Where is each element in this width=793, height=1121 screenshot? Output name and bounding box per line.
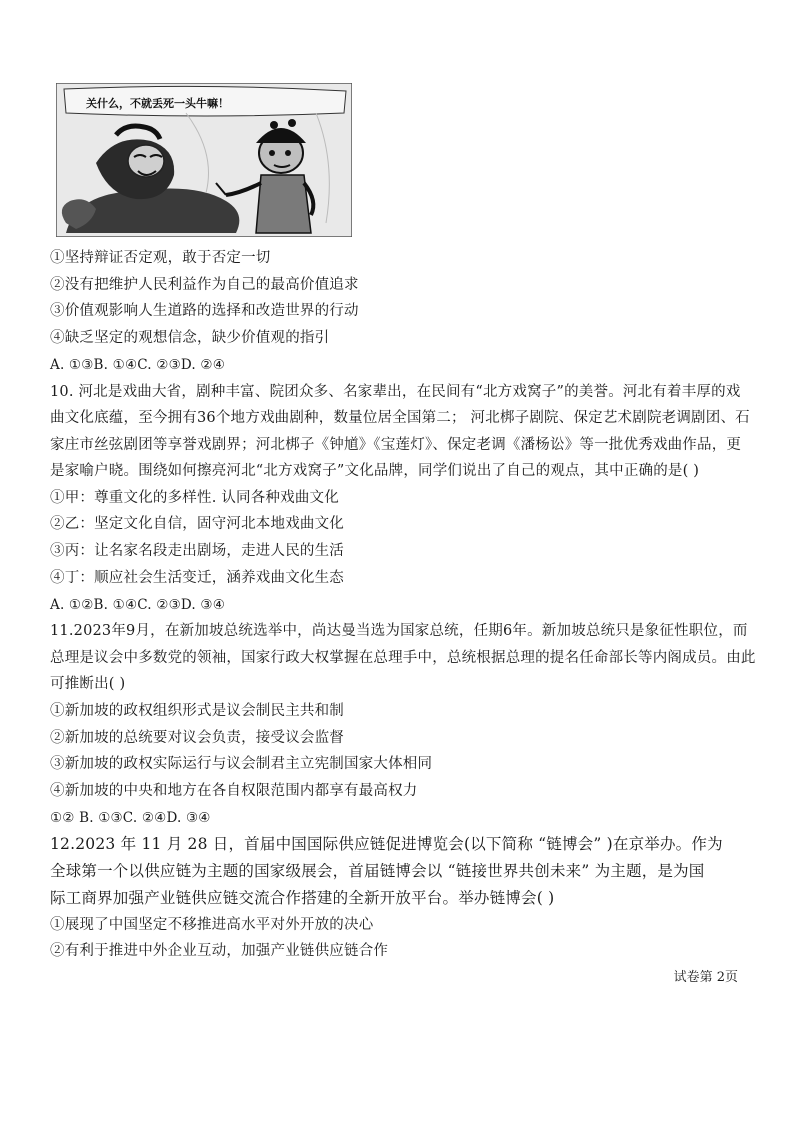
q10-stem-line-3: 家庄市丝弦剧团等享誉戏剧界；河北梆子《钟馗》《宝莲灯》、保定老调《潘杨讼》等一批优秀戏曲作品，更 [50, 437, 742, 453]
q10-stem-line-1: 10. 河北是戏曲大省，剧种丰富、院团众多、名家辈出，在民间有“北方戏窝子”的美誉。河北有着丰厚的戏 [50, 384, 741, 400]
q9-option-2: ②没有把维护人民利益作为自己的最高价值追求 [50, 277, 359, 293]
q12-stem-line-2: 全球第一个以供应链为主题的国家级展会，首届链博会以 “链接世界共创未来” 为主题，是为国 [50, 862, 705, 880]
q9-option-1: ①坚持辩证否定观，敢于否定一切 [50, 250, 271, 266]
q9-option-3: ③价值观影响人生道路的选择和改造世界的行动 [50, 303, 359, 319]
q10-answer-choices: A. ①②B. ①④C. ②③D. ③④ [50, 597, 226, 613]
q11-stem-line-1: 11.2023年9月，在新加坡总统选举中，尚达曼当选为国家总统，任期6年。新加坡总统只是象征性职位，而 [50, 623, 748, 639]
q10-option-4: ④丁：顺应社会生活变迁，涵养戏曲文化生态 [50, 570, 344, 586]
cartoon-image [56, 83, 352, 237]
q10-stem-line-4: 是家喻户晓。围绕如何擦亮河北“北方戏窝子”文化品牌，同学们说出了自己的观点，其中正确的是( ) [50, 463, 700, 479]
page-number-footer: 试卷第 2页 [673, 970, 738, 985]
q12-option-1: ①展现了中国坚定不移推进高水平对外开放的决心 [50, 917, 374, 933]
q11-option-3: ③新加坡的政权实际运行与议会制君主立宪制国家大体相同 [50, 756, 433, 772]
q11-stem-line-3: 可推断出( ) [50, 676, 126, 692]
q11-option-2: ②新加坡的总统要对议会负责，接受议会监督 [50, 730, 344, 746]
q10-option-1: ①甲：尊重文化的多样性. 认同各种戏曲文化 [50, 490, 339, 506]
q10-stem-line-2: 曲文化底蕴，至今拥有36个地方戏曲剧种，数量位居全国第二； 河北梆子剧院、保定艺术剧院老调剧团、石 [50, 410, 750, 426]
q9-option-4: ④缺乏坚定的观想信念，缺少价值观的指引 [50, 330, 330, 346]
q11-option-1: ①新加坡的政权组织形式是议会制民主共和制 [50, 703, 344, 719]
cartoon-caption: 关什么，不就丢死一头牛嘛！ [86, 97, 229, 110]
q12-option-2: ②有利于推进中外企业互动，加强产业链供应链合作 [50, 943, 389, 959]
q12-stem-line-1: 12.2023 年 11 月 28 日，首届中国国际供应链促进博览会(以下简称 “链博会” )在京举办。作为 [50, 835, 723, 853]
q11-answer-choices: ①② B. ①③C. ②④D. ③④ [50, 810, 211, 826]
q11-option-4: ④新加坡的中央和地方在各自权限范围内都享有最高权力 [50, 783, 418, 799]
q9-answer-choices: A. ①③B. ①④C. ②③D. ②④ [50, 357, 226, 373]
q10-option-2: ②乙：坚定文化自信，固守河北本地戏曲文化 [50, 516, 344, 532]
q11-stem-line-2: 总理是议会中多数党的领袖，国家行政大权掌握在总理手中，总统根据总理的提名任命部长等内阁成员。由此 [50, 650, 756, 666]
q12-stem-line-3: 际工商界加强产业链供应链交流合作搭建的全新开放平台。举办链博会( ) [50, 889, 555, 907]
q10-option-3: ③丙：让名家名段走出剧场，走进人民的生活 [50, 543, 344, 559]
